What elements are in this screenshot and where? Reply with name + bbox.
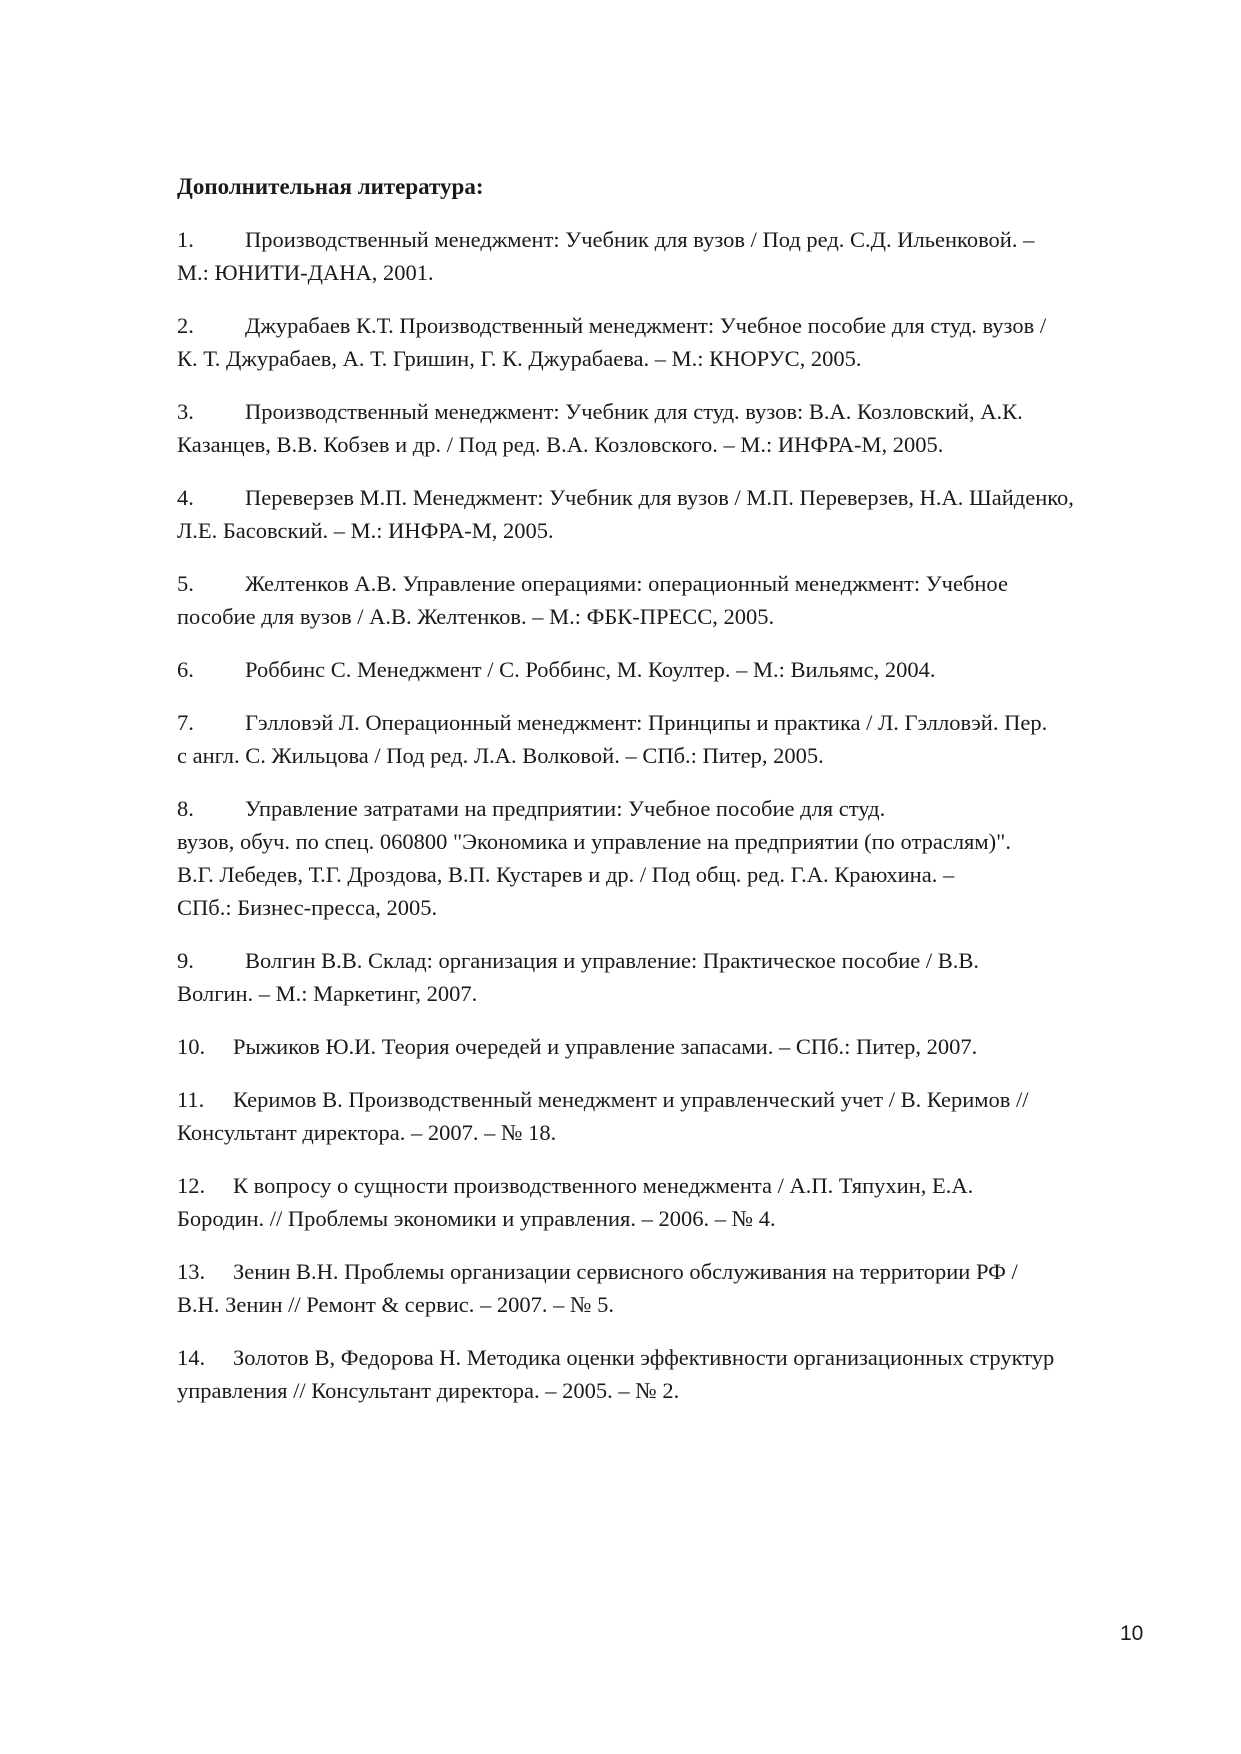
section-heading: Дополнительная литература: (177, 174, 484, 199)
reference-line (177, 1374, 1137, 1407)
reference-line (177, 481, 1137, 514)
reference-number: 10. (177, 1034, 206, 1059)
reference-line (177, 944, 1137, 977)
reference-text: Золотов В, Федорова Н. Методика оценки эффективности организационных структур (233, 1345, 1055, 1370)
reference-text: управления // Консультант директора. – 2005. – № 2. (177, 1378, 680, 1403)
reference-text: Джурабаев К.Т. Производственный менеджмент: Учебное пособие для студ. вузов / (245, 313, 1047, 338)
reference-item (177, 944, 1137, 1010)
reference-text: Управление затратами на предприятии: Учебное пособие для студ. (245, 796, 886, 821)
reference-number: 14. (177, 1345, 206, 1370)
reference-text: Желтенков А.В. Управление операциями: операционный менеджмент: Учебное (245, 571, 1008, 596)
reference-text: В.Н. Зенин // Ремонт & сервис. – 2007. – № 5. (177, 1292, 614, 1317)
reference-line (177, 1083, 1137, 1116)
reference-text: К. Т. Джурабаев, А. Т. Гришин, Г. К. Джурабаева. – М.: КНОРУС, 2005. (177, 346, 862, 371)
reference-text: В.Г. Лебедев, Т.Г. Дроздова, В.П. Кустарев и др. / Под общ. ред. Г.А. Краюхина. – (177, 862, 955, 887)
reference-number: 2. (177, 313, 194, 338)
reference-number: 4. (177, 485, 194, 510)
reference-line (177, 977, 1137, 1010)
reference-text: Гэлловэй Л. Операционный менеджмент: Принципы и практика / Л. Гэлловэй. Пер. (245, 710, 1048, 735)
reference-line (177, 567, 1137, 600)
reference-number: 12. (177, 1173, 206, 1198)
reference-line (177, 514, 1137, 547)
reference-item (177, 1083, 1137, 1149)
reference-item (177, 1341, 1137, 1407)
reference-item (177, 481, 1137, 547)
reference-line (177, 309, 1137, 342)
reference-item (177, 792, 1137, 924)
reference-text: Зенин В.Н. Проблемы организации сервисного обслуживания на территории РФ / (233, 1259, 1018, 1284)
reference-text: Бородин. // Проблемы экономики и управления. – 2006. – № 4. (177, 1206, 776, 1231)
reference-number: 9. (177, 948, 194, 973)
reference-line (177, 891, 1137, 924)
reference-line (177, 739, 1137, 772)
reference-line (177, 256, 1137, 289)
reference-line (177, 1169, 1137, 1202)
reference-line (177, 342, 1137, 375)
reference-text: с англ. С. Жильцова / Под ред. Л.А. Волковой. – СПб.: Питер, 2005. (177, 743, 824, 768)
reference-line (177, 825, 1137, 858)
reference-line (177, 653, 1137, 686)
reference-text: Рыжиков Ю.И. Теория очередей и управление запасами. – СПб.: Питер, 2007. (233, 1034, 978, 1059)
reference-item (177, 1255, 1137, 1321)
reference-item (177, 223, 1137, 289)
reference-text: СПб.: Бизнес-пресса, 2005. (177, 895, 438, 920)
reference-number: 8. (177, 796, 194, 821)
reference-text: Консультант директора. – 2007. – № 18. (177, 1120, 557, 1145)
reference-item (177, 1169, 1137, 1235)
reference-text: Переверзев М.П. Менеджмент: Учебник для вузов / М.П. Переверзев, Н.А. Шайденко, (245, 485, 1074, 510)
reference-text: Производственный менеджмент: Учебник для вузов / Под ред. С.Д. Ильенковой. – (245, 227, 1035, 252)
reference-text: Роббинс С. Менеджмент / С. Роббинс, М. Коултер. – М.: Вильямс, 2004. (245, 657, 936, 682)
reference-text: М.: ЮНИТИ-ДАНА, 2001. (177, 260, 434, 285)
reference-number: 5. (177, 571, 194, 596)
reference-number: 11. (177, 1087, 205, 1112)
reference-text: Керимов В. Производственный менеджмент и управленческий учет / В. Керимов // (233, 1087, 1029, 1112)
reference-line (177, 395, 1137, 428)
reference-item (177, 395, 1137, 461)
reference-text: Производственный менеджмент: Учебник для студ. вузов: В.А. Козловский, А.К. (245, 399, 1023, 424)
reference-item (177, 653, 1137, 686)
reference-text: вузов, обуч. по спец. 060800 "Экономика и управление на предприятии (по отраслям)". (177, 829, 1011, 854)
reference-text: Казанцев, В.В. Кобзев и др. / Под ред. В.А. Козловского. – М.: ИНФРА-М, 2005. (177, 432, 944, 457)
reference-number: 13. (177, 1259, 206, 1284)
reference-line (177, 1202, 1137, 1235)
reference-item (177, 567, 1137, 633)
reference-line (177, 1116, 1137, 1149)
reference-line (177, 1341, 1137, 1374)
page-number: 10 (1120, 1622, 1144, 1645)
reference-line (177, 223, 1137, 256)
reference-number: 3. (177, 399, 194, 424)
reference-text: пособие для вузов / А.В. Желтенков. – М.: ФБК-ПРЕСС, 2005. (177, 604, 775, 629)
reference-text: Волгин В.В. Склад: организация и управление: Практическое пособие / В.В. (245, 948, 979, 973)
reference-line (177, 600, 1137, 633)
reference-number: 1. (177, 227, 194, 252)
reference-list (177, 223, 1137, 1427)
reference-text: Волгин. – М.: Маркетинг, 2007. (177, 981, 478, 1006)
reference-line (177, 858, 1137, 891)
reference-item (177, 706, 1137, 772)
reference-item (177, 1030, 1137, 1063)
reference-line (177, 1288, 1137, 1321)
reference-line (177, 428, 1137, 461)
reference-text: Л.Е. Басовский. – М.: ИНФРА-М, 2005. (177, 518, 554, 543)
reference-line (177, 1030, 1137, 1063)
reference-text: К вопросу о сущности производственного менеджмента / А.П. Тяпухин, Е.А. (233, 1173, 974, 1198)
reference-line (177, 1255, 1137, 1288)
reference-number: 6. (177, 657, 194, 682)
reference-number: 7. (177, 710, 194, 735)
reference-item (177, 309, 1137, 375)
reference-line (177, 706, 1137, 739)
reference-line (177, 792, 1137, 825)
